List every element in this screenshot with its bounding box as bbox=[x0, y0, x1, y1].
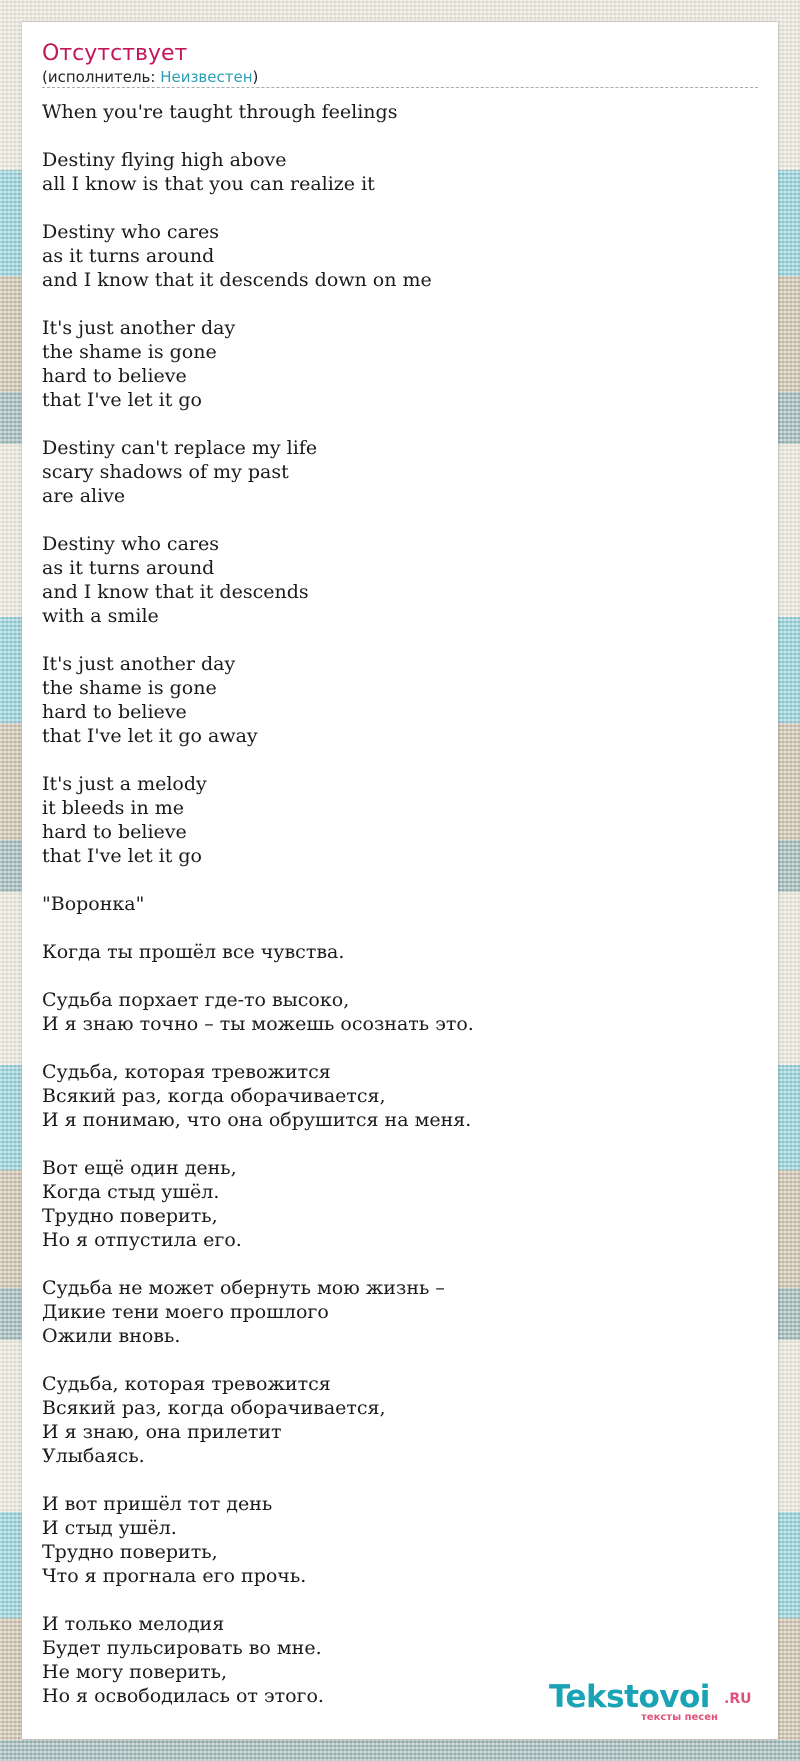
lyrics-line: that I've let it go away bbox=[42, 725, 258, 747]
lyrics-stanza bbox=[42, 148, 758, 196]
lyrics-line: Судьба не может обернуть мою жизнь – bbox=[42, 1277, 445, 1299]
lyrics-line: are alive bbox=[42, 485, 126, 507]
lyrics-line: Что я прогнала его прочь. bbox=[42, 1565, 307, 1587]
lyrics-line: Но я освободилась от этого. bbox=[42, 1685, 324, 1707]
lyrics-line: Дикие тени моего прошлого bbox=[42, 1301, 329, 1323]
lyrics-line: that I've let it go bbox=[42, 845, 202, 867]
lyrics-stanza bbox=[42, 316, 758, 412]
artist-suffix: ) bbox=[252, 68, 259, 86]
lyrics-line: И я понимаю, что она обрушится на меня. bbox=[42, 1109, 472, 1131]
lyrics-line: И стыд ушёл. bbox=[42, 1517, 177, 1539]
lyrics-line: Destiny who cares bbox=[42, 221, 219, 243]
lyrics-line: Вот ещё один день, bbox=[42, 1157, 237, 1179]
lyrics-stanza bbox=[42, 1372, 758, 1468]
song-header bbox=[42, 40, 758, 88]
lyrics-line: Судьба, которая тревожится bbox=[42, 1061, 331, 1083]
artist-link[interactable]: Неизвестен bbox=[160, 68, 253, 86]
lyrics-line: Когда стыд ушёл. bbox=[42, 1181, 220, 1203]
lyrics-line: the shame is gone bbox=[42, 677, 217, 699]
lyrics-line: it bleeds in me bbox=[42, 797, 185, 819]
lyrics-line: It's just another day bbox=[42, 653, 236, 675]
lyrics-line: with a smile bbox=[42, 605, 159, 627]
lyrics-stanza bbox=[42, 892, 758, 916]
lyrics-line: Destiny flying high above bbox=[42, 149, 287, 171]
lyrics-line: hard to believe bbox=[42, 701, 187, 723]
lyrics-line: И вот пришёл тот день bbox=[42, 1493, 273, 1515]
lyrics-line: Ожили вновь. bbox=[42, 1325, 181, 1347]
lyrics-line: И я знаю, она прилетит bbox=[42, 1421, 282, 1443]
lyrics-stanza bbox=[42, 436, 758, 508]
lyrics-stanza bbox=[42, 988, 758, 1036]
lyrics-line: and I know that it descends down on me bbox=[42, 269, 432, 291]
lyrics-stanza bbox=[42, 1156, 758, 1252]
lyrics-line: Трудно поверить, bbox=[42, 1205, 218, 1227]
lyrics-line: hard to believe bbox=[42, 821, 187, 843]
lyrics-line: all I know is that you can realize it bbox=[42, 173, 375, 195]
lyrics-stanza bbox=[42, 1276, 758, 1348]
lyrics-line: Судьба порхает где-то высоко, bbox=[42, 989, 350, 1011]
lyrics-stanza bbox=[42, 1492, 758, 1588]
lyrics-line: When you're taught through feelings bbox=[42, 101, 398, 123]
song-title: Отсутствует bbox=[42, 41, 188, 66]
lyrics-line: Всякий раз, когда оборачивается, bbox=[42, 1085, 386, 1107]
lyrics-line: hard to believe bbox=[42, 365, 187, 387]
lyrics-line: И я знаю точно – ты можешь осознать это. bbox=[42, 1013, 474, 1035]
lyrics-line: И только мелодия bbox=[42, 1613, 225, 1635]
lyrics-line: and I know that it descends bbox=[42, 581, 309, 603]
logo-name: Tekstovoi bbox=[549, 1679, 710, 1715]
lyrics-stanza bbox=[42, 652, 758, 748]
lyrics-line: It's just a melody bbox=[42, 773, 207, 795]
lyrics-line: scary shadows of my past bbox=[42, 461, 289, 483]
lyrics-line: Не могу поверить, bbox=[42, 1661, 228, 1683]
lyrics-line: Трудно поверить, bbox=[42, 1541, 218, 1563]
lyrics-line: as it turns around bbox=[42, 557, 215, 579]
lyrics-stanza bbox=[42, 532, 758, 628]
lyrics-body bbox=[42, 100, 758, 1732]
lyrics-line: Всякий раз, когда оборачивается, bbox=[42, 1397, 386, 1419]
lyrics-card bbox=[22, 22, 778, 1739]
artist-line bbox=[42, 68, 758, 86]
lyrics-line: Когда ты прошёл все чувства. bbox=[42, 941, 345, 963]
lyrics-line: Судьба, которая тревожится bbox=[42, 1373, 331, 1395]
lyrics-stanza bbox=[42, 100, 758, 124]
lyrics-line: as it turns around bbox=[42, 245, 215, 267]
lyrics-stanza bbox=[42, 940, 758, 964]
lyrics-line: Но я отпустила его. bbox=[42, 1229, 242, 1251]
artist-prefix: (исполнитель: bbox=[42, 68, 161, 86]
lyrics-line: Destiny can't replace my life bbox=[42, 437, 318, 459]
lyrics-line: the shame is gone bbox=[42, 341, 217, 363]
lyrics-line: that I've let it go bbox=[42, 389, 202, 411]
lyrics-line: Будет пульсировать во мне. bbox=[42, 1637, 322, 1659]
lyrics-line: Destiny who cares bbox=[42, 533, 219, 555]
site-logo[interactable] bbox=[549, 1679, 754, 1725]
logo-tld: .RU bbox=[724, 1691, 752, 1707]
lyrics-stanza bbox=[42, 772, 758, 868]
logo-tagline: тексты песен bbox=[641, 1712, 718, 1723]
lyrics-line: It's just another day bbox=[42, 317, 236, 339]
lyrics-stanza bbox=[42, 220, 758, 292]
lyrics-line: Улыбаясь. bbox=[42, 1445, 145, 1467]
lyrics-line: "Воронка" bbox=[42, 893, 145, 915]
lyrics-stanza bbox=[42, 1060, 758, 1132]
